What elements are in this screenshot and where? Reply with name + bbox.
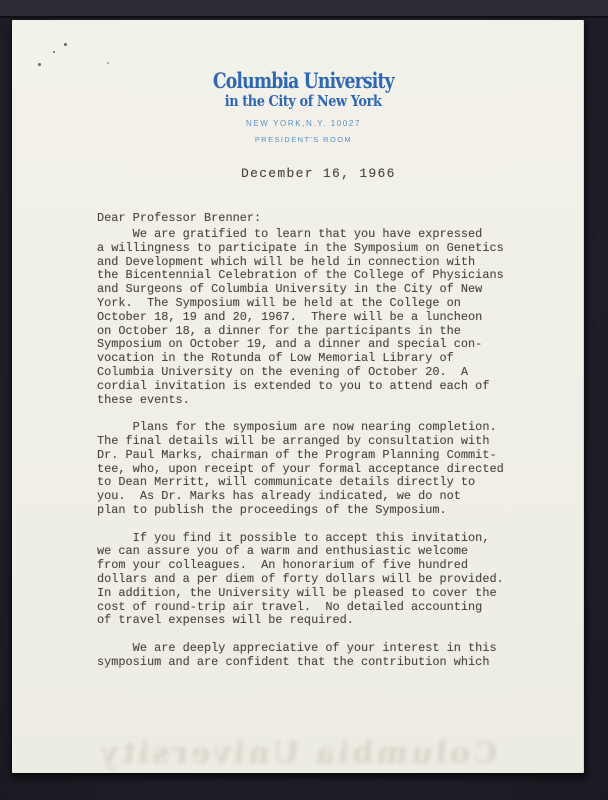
body-line: symposium and are confident that the contribution which bbox=[97, 654, 490, 669]
paper-speck bbox=[38, 63, 41, 66]
body-line: If you find it possible to accept this invitation, bbox=[97, 530, 490, 545]
paper-speck bbox=[64, 43, 67, 46]
body-line: dollars and a per diem of forty dollars will be provided. bbox=[97, 571, 504, 586]
body-line: Plans for the symposium are now nearing completion. bbox=[97, 420, 497, 435]
letterhead-city: in the City of New York bbox=[225, 92, 382, 110]
body-line: cordial invitation is extended to you to attend each of bbox=[97, 378, 490, 393]
body-line: of travel expenses will be required. bbox=[97, 613, 354, 628]
body-line: We are gratified to learn that you have expressed bbox=[97, 227, 483, 241]
body-line: Dr. Paul Marks, chairman of the Program Planning Commit- bbox=[97, 447, 497, 462]
body-line: York. The Symposium will be held at the College on bbox=[97, 295, 461, 310]
letterhead-address: NEW YORK,N.Y. 10027 bbox=[245, 119, 362, 128]
body-line: October 18, 19 and 20, 1967. There will be a luncheon bbox=[97, 309, 483, 324]
letter-body bbox=[97, 228, 504, 683]
paper-speck bbox=[53, 51, 55, 53]
letterhead-institution: Columbia University bbox=[213, 68, 394, 93]
body-line: Columbia University on the evening of October 20. A bbox=[97, 364, 469, 379]
date-line: December 16, 1966 bbox=[241, 166, 396, 181]
body-line: on October 18, a dinner for the participants in the bbox=[97, 323, 461, 338]
body-line: these events. bbox=[97, 392, 190, 407]
body-line: plan to publish the proceedings of the Symposium. bbox=[97, 502, 447, 517]
paragraph bbox=[97, 421, 504, 518]
body-line: from your colleagues. An honorarium of five hundred bbox=[97, 558, 469, 573]
salutation: Dear Professor Brenner: bbox=[97, 211, 262, 225]
letterhead bbox=[18, 70, 589, 144]
body-line: you. As Dr. Marks has already indicated, we do not bbox=[97, 489, 461, 504]
body-line: tee, who, upon receipt of your formal acceptance directed bbox=[97, 461, 504, 476]
body-line: and Development which will be held in connection with bbox=[97, 254, 476, 269]
paper-speck bbox=[107, 62, 109, 64]
body-line: The final details will be arranged by consultation with bbox=[97, 433, 490, 448]
paragraph bbox=[97, 532, 504, 629]
body-line: we can assure you of a warm and enthusiastic welcome bbox=[97, 544, 469, 559]
body-line: In addition, the University will be pleased to cover the bbox=[97, 585, 497, 600]
ghost-text: Columbia University bbox=[96, 736, 499, 771]
body-line: vocation in the Rotunda of Low Memorial Library of bbox=[97, 351, 454, 366]
body-line: cost of round-trip air travel. No detailed accounting bbox=[97, 599, 483, 614]
letter-page bbox=[12, 20, 584, 773]
letterhead-office: PRESIDENT'S ROOM bbox=[254, 135, 353, 144]
body-line: a willingness to participate in the Symposium on Genetics bbox=[97, 240, 504, 255]
body-line: to Dean Merritt, will communicate details directly to bbox=[97, 475, 476, 490]
body-line: and Surgeons of Columbia University in the City of New bbox=[97, 282, 483, 297]
paragraph bbox=[97, 228, 504, 407]
body-line: the Bicentennial Celebration of the College of Physicians bbox=[97, 268, 504, 283]
body-line: Symposium on October 19, and a dinner and special con- bbox=[97, 337, 483, 352]
backdrop-seam bbox=[0, 0, 608, 18]
body-line: We are deeply appreciative of your interest in this bbox=[97, 640, 497, 655]
paragraph bbox=[97, 642, 504, 670]
